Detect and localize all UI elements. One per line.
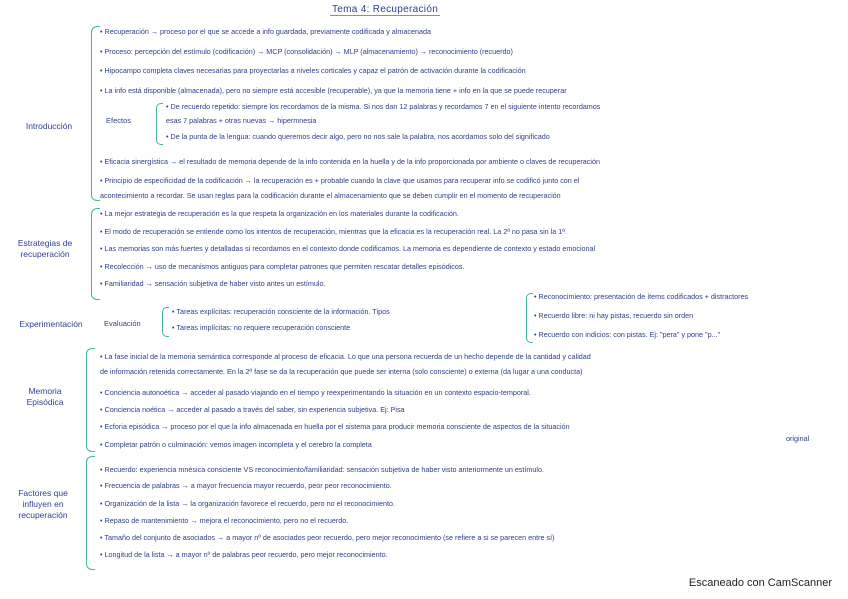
camscanner-watermark: Escaneado con CamScanner (688, 577, 832, 589)
intro-line-6: • Principio de especificidad de la codificación → la recuperación es + probable cuando la clave que usamos para recuperar info se codificó junto con el (100, 176, 580, 185)
episodica-line-3: • Conciencia autonoética → acceder al pasado viajando en el tiempo y reexperimentando la situación en un contexto espacio-temporal. (100, 388, 531, 397)
section-brace-introduccion (91, 26, 100, 201)
intro-line-5: • Eficacia sinergística → el resultado de memoria depende de la info contenida en la huella y de la info proporcionada por ambiente o claves de recuperación (100, 157, 600, 166)
factores-line-5: • Tamaño del conjunto de asociados → a mayor nº de asociados peor recuerdo, pero mejor reconocimiento (se refiere a si se parecen entre sí) (100, 533, 555, 542)
section-brace-episodica (86, 348, 95, 452)
tipos-brace (526, 293, 533, 343)
episodica-line-1: • La fase inicial de la memoria semántica corresponde al proceso de eficacia. Lo que una persona recuerda de un hecho depende de la cantidad y calidad (100, 352, 591, 361)
section-brace-factores (86, 456, 95, 570)
episodica-line-6: • Completar patrón o culminación: vemos imagen incompleta y el cerebro la completa (100, 440, 372, 449)
efectos-label: Efectos (106, 116, 132, 125)
episodica-line-4: • Conciencia noética → acceder al pasado a través del saber, sin experiencia subjetiva. Ej: Pisa (100, 405, 405, 414)
factores-line-1: • Recuerdo: experiencia mnésica consciente VS reconocimiento/familiaridad: sensación subjetiva de haber visto anteriormente un estímulo. (100, 465, 544, 474)
tareas-explicitas: • Tareas explícitas: recuperación consciente de la información. Tipos (172, 307, 390, 316)
page-title: Tema 4: Recuperación (332, 4, 439, 15)
factores-line-4: • Repaso de mantenimiento → mejora el reconocimiento, pero no el recuerdo. (100, 516, 349, 525)
tipo-recuerdo-libre: • Recuerdo libre: ni hay pistas, recuerdo sin orden (534, 311, 694, 320)
estrategias-line-2: • El modo de recuperación se entiende como los intentos de recuperación, mientras que la eficacia es la recuperación real. La 2ª no pasa sin la 1ª. (100, 227, 567, 236)
section-brace-estrategias (91, 208, 100, 300)
evaluacion-label: Evaluación (104, 319, 141, 328)
estrategias-line-5: • Familiaridad → sensación subjetiva de haber visto antes un estímulo. (100, 279, 326, 288)
intro-line-7: acontecimiento a recordar. Se usan reglas para la codificación durante el almacenamiento que se deben cumplir en el momento de recuperación (100, 191, 561, 200)
factores-line-3: • Organización de la lista → la organización favorece el recuerdo, pero no el reconocimiento. (100, 499, 395, 508)
factores-line-2: • Frecuencia de palabras → a mayor frecuencia mayor recuerdo, peor peor reconocimiento. (100, 481, 392, 490)
section-label-experimentacion: Experimentación (19, 319, 83, 329)
factores-line-6: • Longitud de la lista → a mayor nº de palabras peor recuerdo, pero mejor reconocimiento. (100, 550, 388, 559)
intro-line-2: • Proceso: percepción del estímulo (codificación) → MCP (consolidación) → MLP (almacenamiento) → reconocimiento (recuerdo) (100, 47, 513, 56)
efecto-line-1: • De recuerdo repetido: siempre los recordamos de la misma. Si nos dan 12 palabras y recordamos 7 en el siguiente intento recordamos (166, 102, 601, 111)
estrategias-line-1: • La mejor estrategia de recuperación es la que respeta la organización en los materiales durante la codificación. (100, 209, 459, 218)
section-label-introduccion: Introducción (25, 121, 73, 131)
section-label-estrategias: Estrategias de recuperación (17, 238, 73, 259)
tipo-reconocimiento: • Reconocimiento: presentación de ítems codificados + distractores (534, 292, 749, 301)
episodica-line-5: • Ecforia episódica → proceso por el que la info almacenada en huella por el sistema para producir memoria consciente de aspectos de la situación (100, 422, 570, 431)
efecto-line-2: esas 7 palabras + otras nuevas → hipermnesia (166, 116, 317, 125)
estrategias-line-3: • Las memorias son más fuertes y detalladas si recordamos en el contexto donde codificamos. La memoria es dependiente de contexto y estado emocional (100, 244, 596, 253)
estrategias-line-4: • Recolección → uso de mecanismos antiguos para completar patrones que permiten rescatar detalles episódicos. (100, 262, 465, 271)
episodica-line-2: de información retenida correctamente. En la 2ª fase se da la recuperación que puede ser interna (solo consciente) o externa (da lugar a una conducta) (100, 367, 583, 376)
efectos-brace (156, 103, 163, 145)
section-label-factores: Factores que influyen en recuperación (18, 488, 68, 520)
section-label-episodica: Memoria Episódica (26, 386, 64, 407)
intro-line-4: • La info está disponible (almacenada), pero no siempre está accesible (recuperable), ya que la memoria tiene + info en la que se puede recuperar (100, 86, 567, 95)
intro-line-3: • Hipocampo completa claves necesarias para proyectarlas a niveles corticales y capaz el patrón de activación durante la codificación (100, 66, 526, 75)
intro-line-1: • Recuperación → proceso por el que se accede a info guardada, previamente codificada y almacenada (100, 27, 431, 36)
episodica-line-5-cont: original (786, 434, 810, 443)
evaluacion-brace (162, 307, 169, 337)
tareas-implicitas: • Tareas implícitas: no requiere recuperación consciente (172, 323, 351, 332)
tipo-recuerdo-indicios: • Recuerdo con indicios: con pistas. Ej: "pera" y pone "p..." (534, 330, 721, 339)
efecto-line-3: • De la punta de la lengua: cuando queremos decir algo, pero no nos sale la palabra, nos acordamos solo del significado (166, 132, 550, 141)
